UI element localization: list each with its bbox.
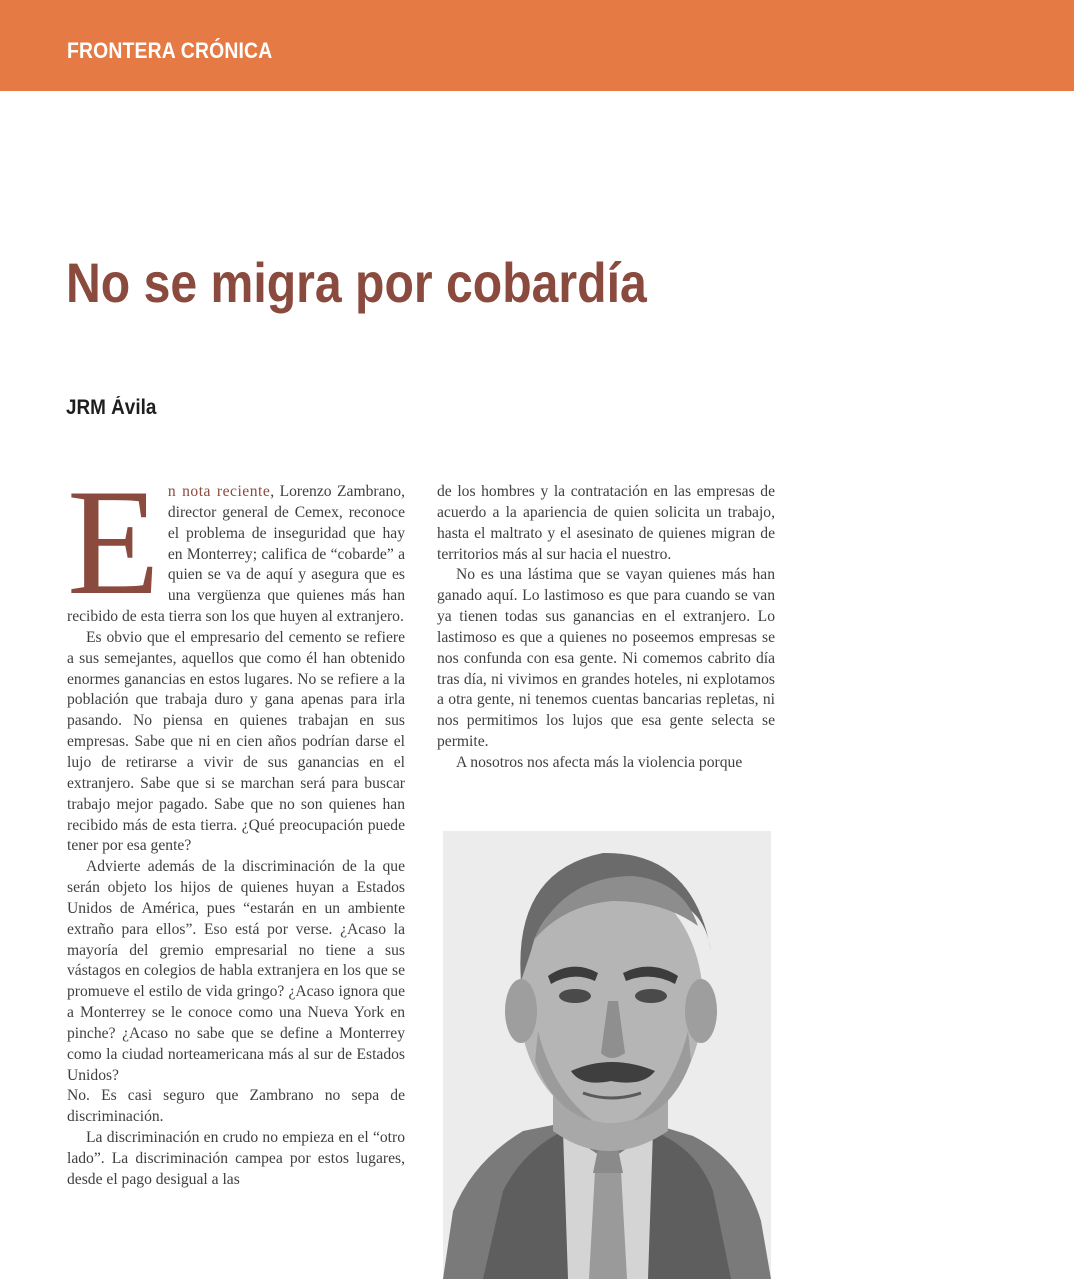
paragraph: de los hombres y la contratación en las empresas de acuerdo a la apariencia de quien solicita un trabajo, hasta el maltrato y el asesinato de quienes migran de territorios más al sur hacia el nuestro. xyxy=(437,483,775,563)
lead-text: , Lorenzo Zambrano, director general de Cemex, reconoce el problema de inseguridad que hay en Monterrey; califica de “cobarde” a quien se va de aquí y asegura que es una vergüenza que quienes más han recibido de esta tierra son los que huyen al extranjero. xyxy=(67,483,405,626)
author-byline: JRM Ávila xyxy=(66,396,157,419)
section-label: FRONTERA CRÓNICA xyxy=(67,38,273,63)
paragraph: Es obvio que el empresario del cemento se refiere a sus semejantes, aquellos que como él han obtenido enormes ganancias en estos lugares. No se refiere a la población que trabaja duro y gana apenas para irla pasando. No piensa en quienes trabajan en sus empresas. Sabe que ni en cien años podrían darse el lujo de retirarse a vivir de sus ganancias en el extranjero. Sabe que si se marchan será para buscar trabajo mejor pagado. Sabe que no son quienes han recibido más de esta tierra. ¿Qué preocupación puede tener por esa gente? xyxy=(67,628,405,855)
article-title: No se migra por cobardía xyxy=(66,251,647,314)
paragraph: No es una lástima que se vayan quienes más han ganado aquí. Lo lastimoso es que para cuando se van ya tienen todas sus ganancias en el extranjero. Lo lastimoso es que a quienes no poseemos empresas se nos confunda con esa gente. Ni comemos cabrito día tras día, ni vivimos en grandes hoteles, ni explotamos a otra gente, ni tenemos cuentas bancarias repletas, ni nos permitimos los lujos que esa gente selecta se permite. xyxy=(437,566,775,751)
header-band xyxy=(0,0,1074,91)
paragraph: La discriminación en crudo no empieza en el “otro lado”. La discriminación campea por estos lugares, desde el pago desigual a las xyxy=(67,1129,405,1188)
paragraph: No. Es casi seguro que Zambrano no sepa de discriminación. xyxy=(67,1087,405,1126)
paragraph: A nosotros nos afecta más la violencia porque xyxy=(456,753,743,771)
lead-words: n nota reciente xyxy=(167,483,271,500)
drop-cap: E xyxy=(67,482,160,626)
article-column-right xyxy=(437,482,775,817)
portrait-illustration xyxy=(443,831,771,1279)
portrait-image xyxy=(443,831,771,1279)
lead-paragraph xyxy=(67,482,405,628)
paragraph: Advierte además de la discriminación de la que serán objeto los hijos de quienes huyan a Estados Unidos de América, pues “estarán en un ambiente extraño para ellos”. Eso está por verse. ¿Acaso la mayoría del gremio empresarial no tiene a sus vástagos en colegios de habla extranjera en los que se promueve el estilo de vida gringo? ¿Acaso ignora que a Monterrey se le conoce como una Nueva York en pinche? ¿Acaso no sabe que se define a Monterrey como la ciudad norteamericana más al sur de Estados Unidos? xyxy=(67,858,405,1084)
article-column-left xyxy=(67,482,405,1279)
